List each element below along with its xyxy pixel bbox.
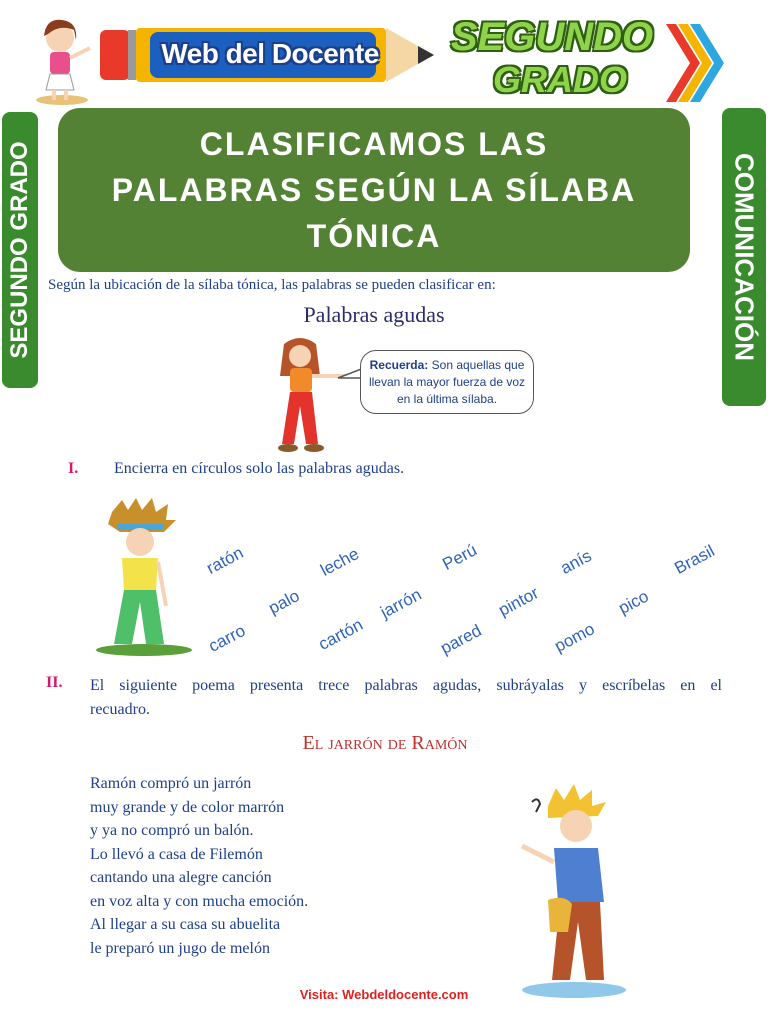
word-item: pintor xyxy=(495,583,542,620)
exercise-2-line2: recuadro. xyxy=(90,701,150,718)
word-item: palo xyxy=(265,586,303,618)
poem-line: cantando una alegre canción xyxy=(90,869,272,886)
word-item: leche xyxy=(317,544,363,580)
boy-with-jar-illustration-icon xyxy=(508,782,632,1002)
poem-line: en voz alta y con mucha emoción. xyxy=(90,892,309,910)
intro-text: Según la ubicación de la sílaba tónica, las palabras se pueden clasificar en: xyxy=(48,277,496,293)
girl-illustration-icon xyxy=(270,336,354,454)
title-box xyxy=(58,108,690,272)
grade-label-line2: GRADO xyxy=(493,59,627,100)
exercise-1-instruction: Encierra en círculos solo las palabras agudas. xyxy=(114,460,405,477)
page-title xyxy=(74,121,674,259)
exercise-2-instruction xyxy=(90,674,722,722)
word-item: jarrón xyxy=(377,584,425,622)
title-line-2: PALABRAS SEGÚN LA SÍLABA xyxy=(111,172,637,208)
side-bar-left xyxy=(2,112,38,388)
brand-name: Web del Docente xyxy=(161,38,379,69)
word-item: carro xyxy=(205,620,249,656)
boy-illustration-icon xyxy=(92,498,196,658)
side-bar-right xyxy=(722,108,766,406)
word-item: ratón xyxy=(203,542,247,578)
section-subtitle: Palabras agudas xyxy=(303,302,445,327)
side-label-subject: COMUNICACIÓN xyxy=(729,153,760,361)
word-item: pico xyxy=(615,586,652,618)
exercise-2-line1: El siguiente poema presenta trece palabras agudas, subráyalas y escríbelas en el xyxy=(90,677,722,694)
poem-line: Lo llevó a casa de Filemón xyxy=(90,845,263,863)
poem-line: le preparó un jugo de melón xyxy=(90,939,270,957)
word-item: pared xyxy=(437,620,485,658)
reminder-text: Son aquellas que llevan la mayor fuerza de voz en la última sílaba. xyxy=(368,358,526,406)
footer-link[interactable]: Visita: Webdeldocente.com xyxy=(299,987,469,1002)
exercise-1-number: I. xyxy=(68,460,79,477)
title-line-3: TÓNICA xyxy=(306,218,442,254)
grade-label-line1: SEGUNDO xyxy=(450,15,654,59)
word-item: cartón xyxy=(315,614,366,654)
teacher-logo-icon xyxy=(30,14,94,106)
poem-body xyxy=(90,772,308,960)
word-item: Brasil xyxy=(671,541,718,578)
exercise-2-number: II. xyxy=(46,674,63,691)
poem-line: Ramón compró un jarrón xyxy=(90,775,252,792)
poem-line: y ya no compró un balón. xyxy=(90,822,254,839)
word-item: anís xyxy=(557,546,595,578)
reminder-label: Recuerda: xyxy=(369,358,429,372)
word-item: Perú xyxy=(439,540,480,574)
poem-line: muy grande y de color marrón xyxy=(90,798,285,816)
reminder-bubble xyxy=(360,350,534,414)
title-line-1: CLASIFICAMOS LAS xyxy=(199,126,549,162)
poem-line: Al llegar a su casa su abuelita xyxy=(90,916,281,933)
side-label-grade: SEGUNDO GRADO xyxy=(6,141,33,359)
poem-title: El jarrón de Ramón xyxy=(302,732,468,754)
word-item: pomo xyxy=(551,619,598,656)
